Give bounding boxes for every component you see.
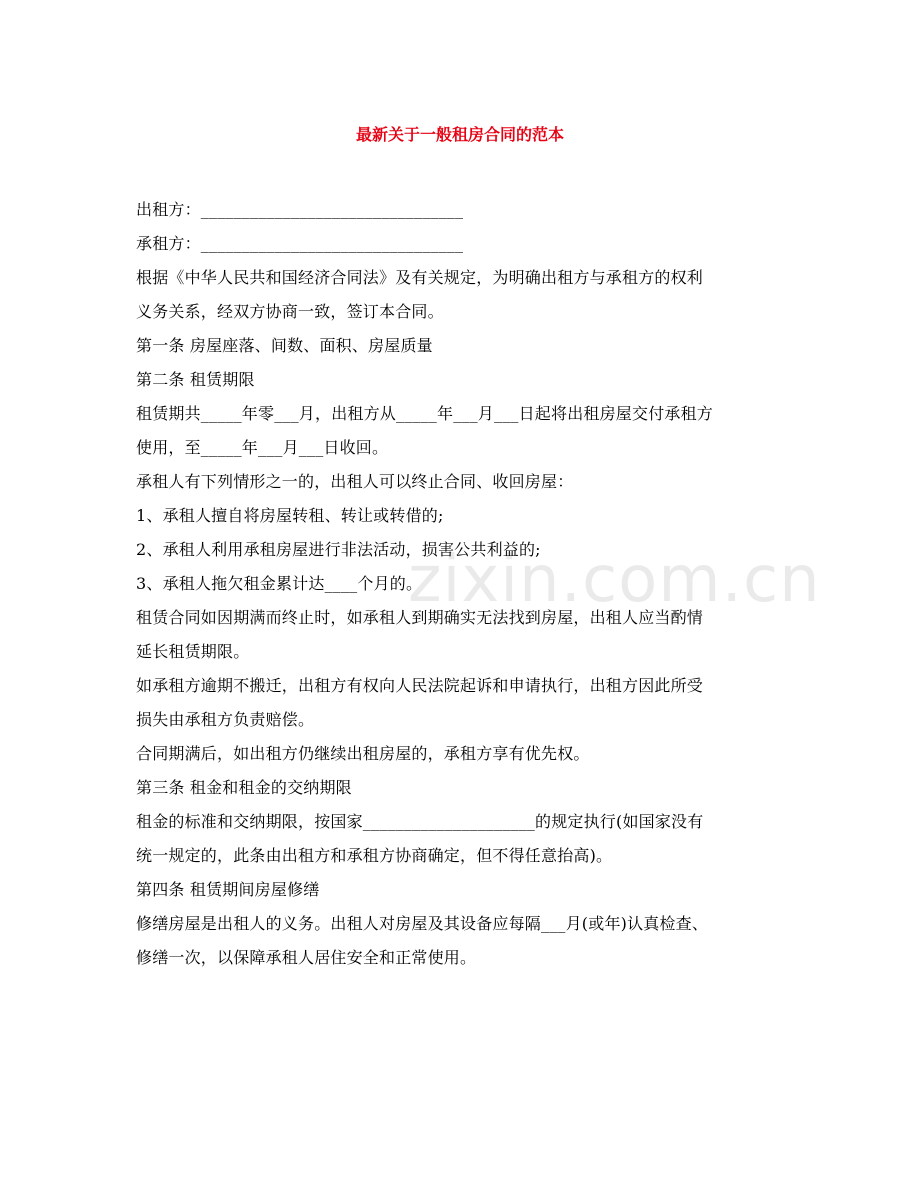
text-line: 合同期满后，如出租方仍继续出租房屋的，承租方享有优先权。	[136, 744, 590, 763]
text-line: 承租人有下列情形之一的，出租人可以终止合同、收回房屋：	[136, 472, 574, 491]
watermark: zixin.com.cn	[408, 543, 821, 617]
text-line: 统一规定的，此条由出租方和承租方协商确定，但不得任意抬高)。	[136, 846, 613, 865]
text-line: 延长租赁期限。	[136, 642, 250, 661]
text-line: 如承租方逾期不搬迁，出租方有权向人民法院起诉和申请执行，出租方因此所受	[136, 676, 704, 695]
text-line-lessee: 承租方：________________________________	[136, 234, 464, 253]
article-heading: 第二条 租赁期限	[136, 370, 255, 389]
text-line: 租赁期共_____年零___月，出租方从_____年___月___日起将出租房屋交付承租方	[136, 404, 714, 423]
text-line: 租赁合同如因期满而终止时，如承租人到期确实无法找到房屋，出租人应当酌情	[136, 608, 704, 627]
text-line: 根据《中华人民共和国经济合同法》及有关规定，为明确出租方与承租方的权利	[136, 268, 704, 287]
article-heading: 第三条 租金和租金的交纳期限	[136, 778, 352, 797]
list-item: 2、承租人利用承租房屋进行非法活动，损害公共利益的;	[136, 540, 541, 559]
article-heading: 第四条 租赁期间房屋修缮	[136, 880, 320, 899]
document-title: 最新关于一般租房合同的范本	[355, 125, 564, 144]
text-line-lessor: 出租方：________________________________	[136, 200, 464, 219]
text-line: 损失由承租方负责赔偿。	[136, 710, 315, 729]
list-item: 3、承租人拖欠租金累计达____个月的。	[136, 574, 423, 593]
text-line: 修缮一次，以保障承租人居住安全和正常使用。	[136, 948, 477, 967]
text-line: 使用，至_____年___月___日收回。	[136, 438, 389, 457]
list-item: 1、承租人擅自将房屋转租、转让或转借的;	[136, 506, 444, 525]
text-line: 租金的标准和交纳期限，按国家_____________________的规定执行(如国家没有	[136, 812, 704, 831]
text-line: 修缮房屋是出租人的义务。出租人对房屋及其设备应每隔___月(或年)认真检查、	[136, 914, 709, 933]
text-line: 义务关系，经双方协商一致，签订本合同。	[136, 302, 444, 321]
article-heading: 第一条 房屋座落、间数、面积、房屋质量	[136, 336, 433, 355]
